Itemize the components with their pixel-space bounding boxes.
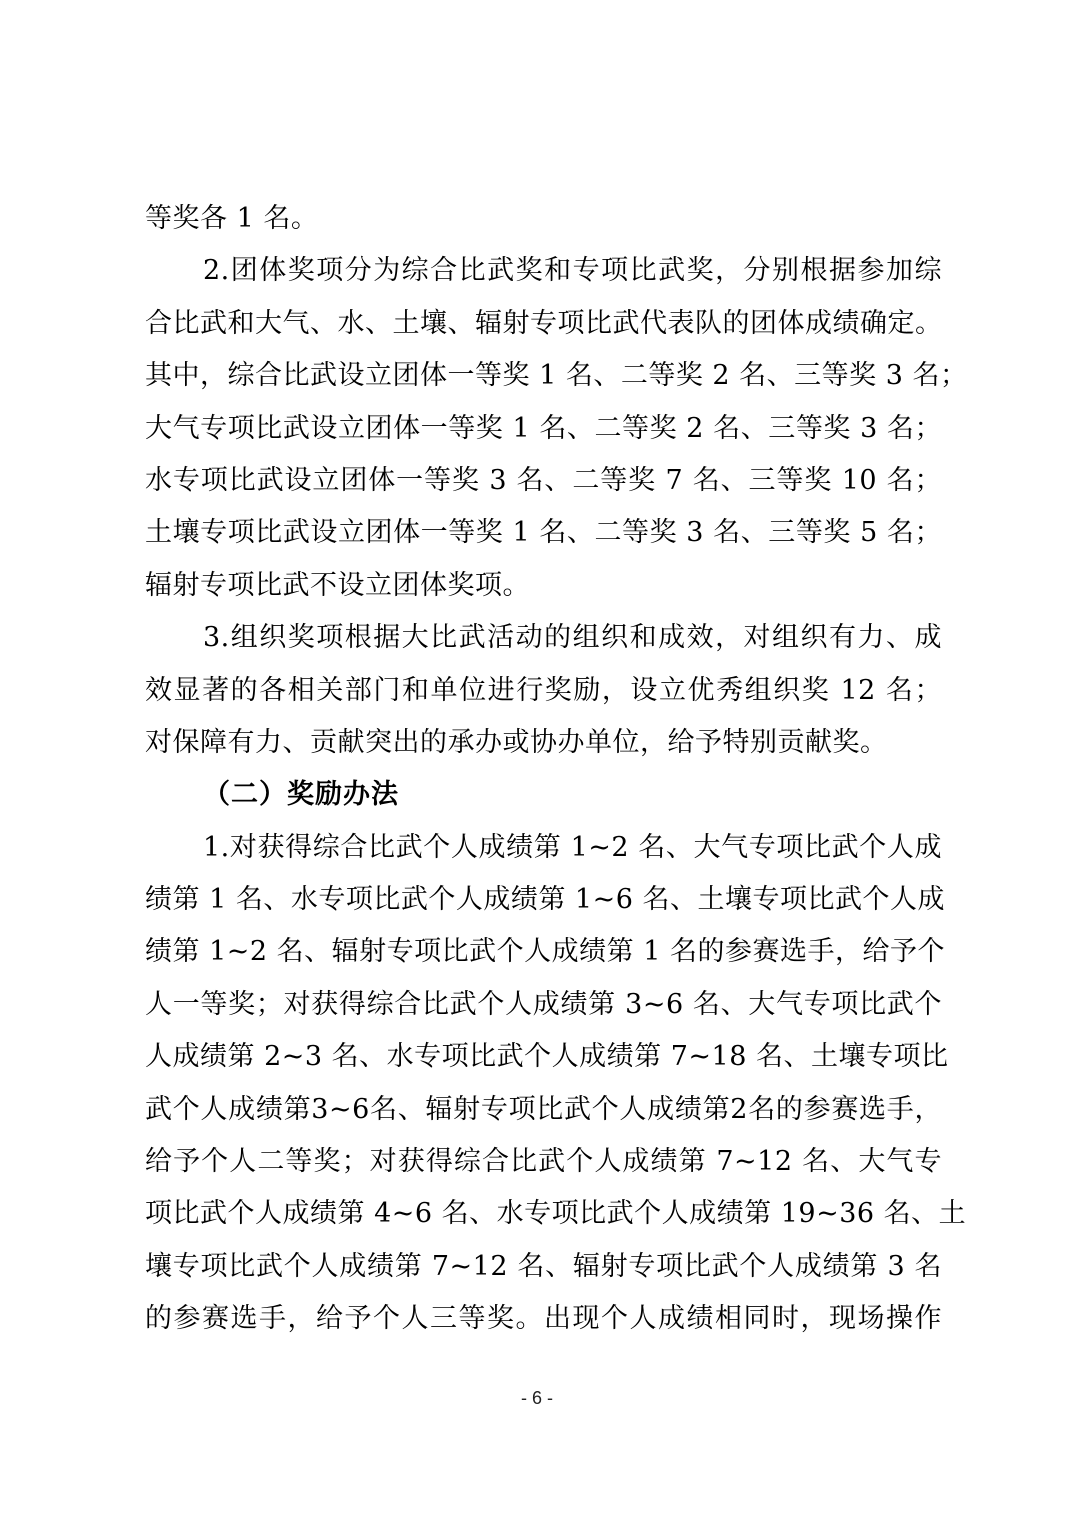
text-line: 绩第 1 名、水专项比武个人成绩第 1~6 名、土壤专项比武个人成 xyxy=(145,884,945,916)
text-line: 土壤专项比武设立团体一等奖 1 名、二等奖 3 名、三等奖 5 名； xyxy=(145,517,942,549)
text-line: 人成绩第 2~3 名、水专项比武个人成绩第 7~18 名、土壤专项比 xyxy=(145,1041,949,1073)
paragraph-1-line: 1.对获得综合比武个人成绩第 1~2 名、大气专项比武个人成 xyxy=(203,831,942,863)
document-body xyxy=(145,193,968,1346)
page-number: - 6 - xyxy=(520,1388,553,1408)
text-line: 给予个人二等奖；对获得综合比武个人成绩第 7~12 名、大气专 xyxy=(145,1146,942,1178)
text-line: 对保障有力、贡献突出的承办或协办单位，给予特别贡献奖。 xyxy=(145,726,888,758)
text-line: 武个人成绩第3~6名、辐射专项比武个人成绩第2名的参赛选手， xyxy=(145,1093,942,1125)
text-line: 效显著的各相关部门和单位进行奖励，设立优秀组织奖 12 名； xyxy=(145,674,942,706)
text-line: 壤专项比武个人成绩第 7~12 名、辐射专项比武个人成绩第 3 名 xyxy=(145,1250,942,1282)
text-line: 大气专项比武设立团体一等奖 1 名、二等奖 2 名、三等奖 3 名； xyxy=(145,412,942,444)
paragraph-3-line: 3.组织奖项根据大比武活动的组织和成效，对组织有力、成 xyxy=(203,622,942,654)
text-line: 项比武个人成绩第 4~6 名、水专项比武个人成绩第 19~36 名、土 xyxy=(145,1198,967,1230)
text-line: 水专项比武设立团体一等奖 3 名、二等奖 7 名、三等奖 10 名； xyxy=(145,464,942,496)
text-line: 其中，综合比武设立团体一等奖 1 名、二等奖 2 名、三等奖 3 名； xyxy=(145,360,968,392)
text-line: 合比武和大气、水、土壤、辐射专项比武代表队的团体成绩确定。 xyxy=(145,307,943,339)
text-line: 的参赛选手，给予个人三等奖。出现个人成绩相同时，现场操作 xyxy=(145,1303,942,1335)
section-heading: （二）奖励办法 xyxy=(203,779,399,811)
text-line: 等奖各 1 名。 xyxy=(145,203,319,234)
text-line: 辐射专项比武不设立团体奖项。 xyxy=(145,569,530,601)
paragraph-2-line: 2.团体奖项分为综合比武奖和专项比武奖，分别根据参加综 xyxy=(203,255,942,287)
text-line: 人一等奖；对获得综合比武个人成绩第 3~6 名、大气专项比武个 xyxy=(145,988,942,1020)
text-line: 绩第 1~2 名、辐射专项比武个人成绩第 1 名的参赛选手，给予个 xyxy=(145,936,945,968)
